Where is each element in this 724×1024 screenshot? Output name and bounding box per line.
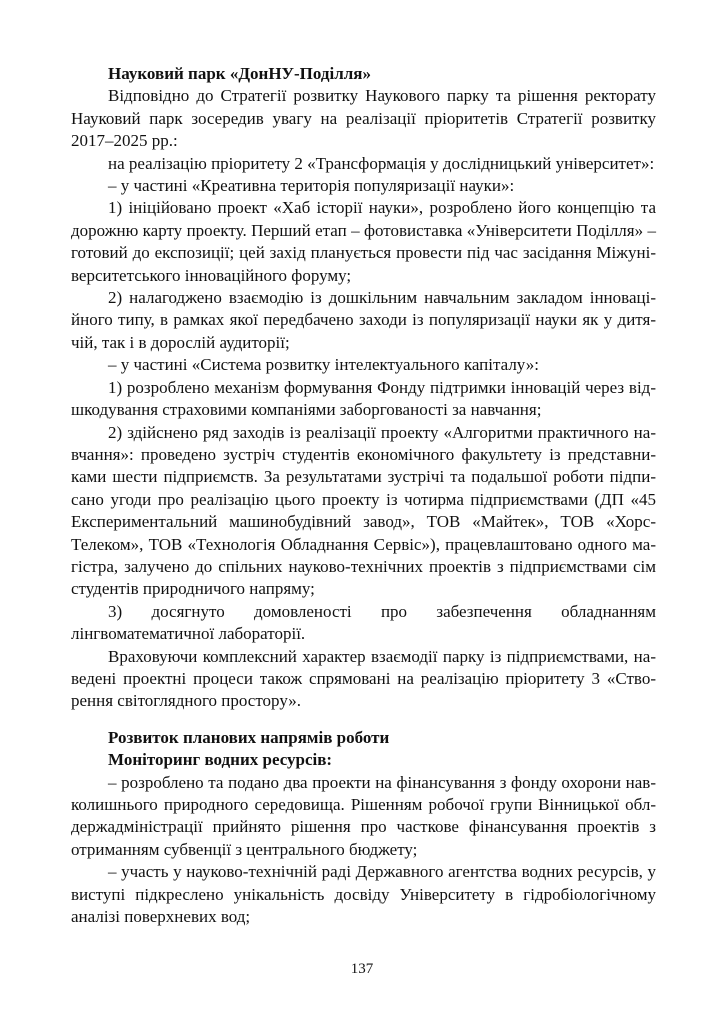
body-text <box>71 63 656 928</box>
paragraph: – участь у науково-технічній раді Державного агентства водних ресурсів, у виступі підкреслено унікальність досвіду Університету в гідробіологічному аналізі поверхневих вод; <box>71 862 656 927</box>
paragraph: 1) розроблено механізм формування Фонду підтримки інновацій через відшкодування страховими компаніями заборгованості за навчання; <box>71 377 656 420</box>
paragraph: 1) ініційовано проект «Хаб історії науки», розроблено його концепцію та дорожню карту проекту. Перший етап – фотовиставка «Університети Поділля» – готовий до експозиції; цей захід планується провести під час засідання Міжуніверситетського інноваційного форуму; <box>71 198 656 285</box>
paragraph: – розроблено та подано два проекти на фінансування з фонду охорони навколишнього природного середовища. Рішенням робочої групи Вінницької облдержадміністрації прийнято рішення про часткове фінансування проектів з отриманням субвенції з центрального бюджету; <box>71 772 656 859</box>
section-heading-science-park: Науковий парк «ДонНУ-Поділля» <box>108 64 372 83</box>
subheading-water-monitoring: Моніторинг водних ресурсів: <box>108 750 333 770</box>
paragraph: 2) налагоджено взаємодію із дошкільним навчальним закладом інноваційного типу, в рамках якої передбачено заходи із популяризації науки як у дитячій, так і в дорослій аудиторії; <box>71 288 656 352</box>
section-heading-planned-directions: Розвиток планових напрямів роботи <box>108 727 390 747</box>
paragraph: – у частині «Креативна територія популяризації науки»: <box>108 176 515 196</box>
paragraph: 3) досягнуто домовленості про забезпечення обладнанням лінгвоматематичної лабораторії. <box>71 601 656 644</box>
paragraph: Відповідно до Стратегії розвитку Наукового парку та рішення ректорату Науковий парк зосередив увагу на реалізації пріоритетів Стратегії розвитку 2017–2025 рр.: <box>71 86 656 151</box>
paragraph: на реалізацію пріоритету 2 «Трансформація у дослідницький університет»: <box>108 153 655 173</box>
page-number: 137 <box>350 961 374 977</box>
paragraph: 2) здійснено ряд заходів із реалізації проекту «Алгоритми практичного навчання»: проведено зустріч студентів економічного факультету із представниками шести підприємств. За результатами зустрічі та подальшої роботи підписано угоди про реалізацію цього проекту із чотирма підприємствами (ДП «45 Експериментальний машинобудівний завод», ТОВ «Майтек», ТОВ «Хорс-Телеком», ТОВ «Технологія Обладнання Сервіс»), працевлаштовано одного магістра, залучено до спільних науково-технічних проектів з підприємствами сім студентів природничого напряму; <box>71 422 656 599</box>
section-gap <box>71 713 656 727</box>
paragraph: – у частині «Система розвитку інтелектуального капіталу»: <box>108 355 539 375</box>
paragraph: Враховуючи комплексний характер взаємодії парку із підприємствами, наведені проектні процеси також спрямовані на реалізацію пріоритету 3 «Створення світоглядного простору». <box>71 646 656 711</box>
